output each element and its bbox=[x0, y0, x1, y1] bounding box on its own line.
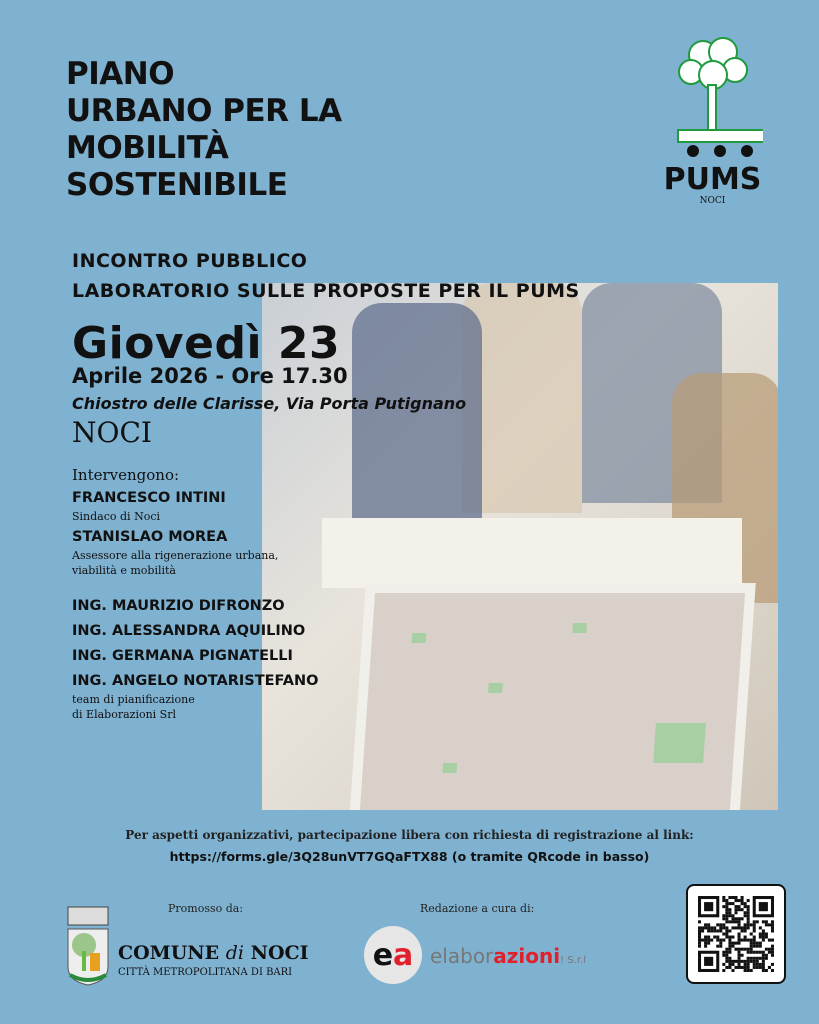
elaborazioni-logo-icon: e a bbox=[364, 926, 422, 984]
poster-title: PIANO URBANO PER LA MOBILITÀ SOSTENIBILE bbox=[66, 56, 342, 203]
registration-qr-code[interactable] bbox=[686, 884, 786, 984]
event-subtitle: LABORATORIO SULLE PROPOSTE PER IL PUMS bbox=[72, 280, 580, 302]
event-type: INCONTRO PUBBLICO bbox=[72, 250, 308, 272]
team-member: ING. ANGELO NOTARISTEFANO bbox=[72, 673, 319, 689]
team-role: team di pianificazione bbox=[72, 693, 195, 706]
comune-name: COMUNE di NOCI bbox=[118, 942, 309, 964]
speaker-role: viabilità e mobilità bbox=[72, 564, 176, 577]
qr-code-icon bbox=[698, 896, 774, 972]
team-member: ING. MAURIZIO DIFRONZO bbox=[72, 598, 285, 614]
event-place: Chiostro delle Clarisse, Via Porta Putignano bbox=[72, 394, 467, 413]
event-time: Aprile 2026 - Ore 17.30 bbox=[72, 364, 348, 388]
event-city: NOCI bbox=[72, 416, 152, 449]
pums-logo: PUMS NOCI bbox=[655, 30, 770, 220]
city-map bbox=[348, 583, 755, 810]
speaker-role: Assessore alla rigenerazione urbana, bbox=[72, 549, 279, 562]
speaker-name: STANISLAO MOREA bbox=[72, 529, 228, 545]
noci-coat-of-arms-icon bbox=[62, 905, 114, 987]
tree-icon bbox=[663, 30, 763, 160]
comune-subtitle: CITTÀ METROPOLITANA DI BARI bbox=[118, 967, 293, 978]
registration-link[interactable]: https://forms.gle/3Q28unVT7GQaFTX88 (o tramite QRcode in basso) bbox=[169, 849, 650, 864]
speakers-label: Intervengono: bbox=[72, 466, 180, 484]
promoted-label: Promosso da: bbox=[168, 902, 244, 915]
registration-info: Per aspetti organizzativi, partecipazione libera con richiesta di registrazione al link: bbox=[125, 828, 694, 842]
team-member: ING. GERMANA PIGNATELLI bbox=[72, 648, 293, 664]
speaker-name: FRANCESCO INTINI bbox=[72, 490, 226, 506]
team-role: di Elaborazioni Srl bbox=[72, 708, 176, 721]
edited-label: Redazione a cura di: bbox=[420, 902, 535, 915]
event-day: Giovedì 23 bbox=[72, 318, 341, 369]
speaker-role: Sindaco di Noci bbox=[72, 510, 160, 523]
team-member: ING. ALESSANDRA AQUILINO bbox=[72, 623, 306, 639]
elaborazioni-name: elaborazioni! S.r.l bbox=[430, 944, 586, 968]
